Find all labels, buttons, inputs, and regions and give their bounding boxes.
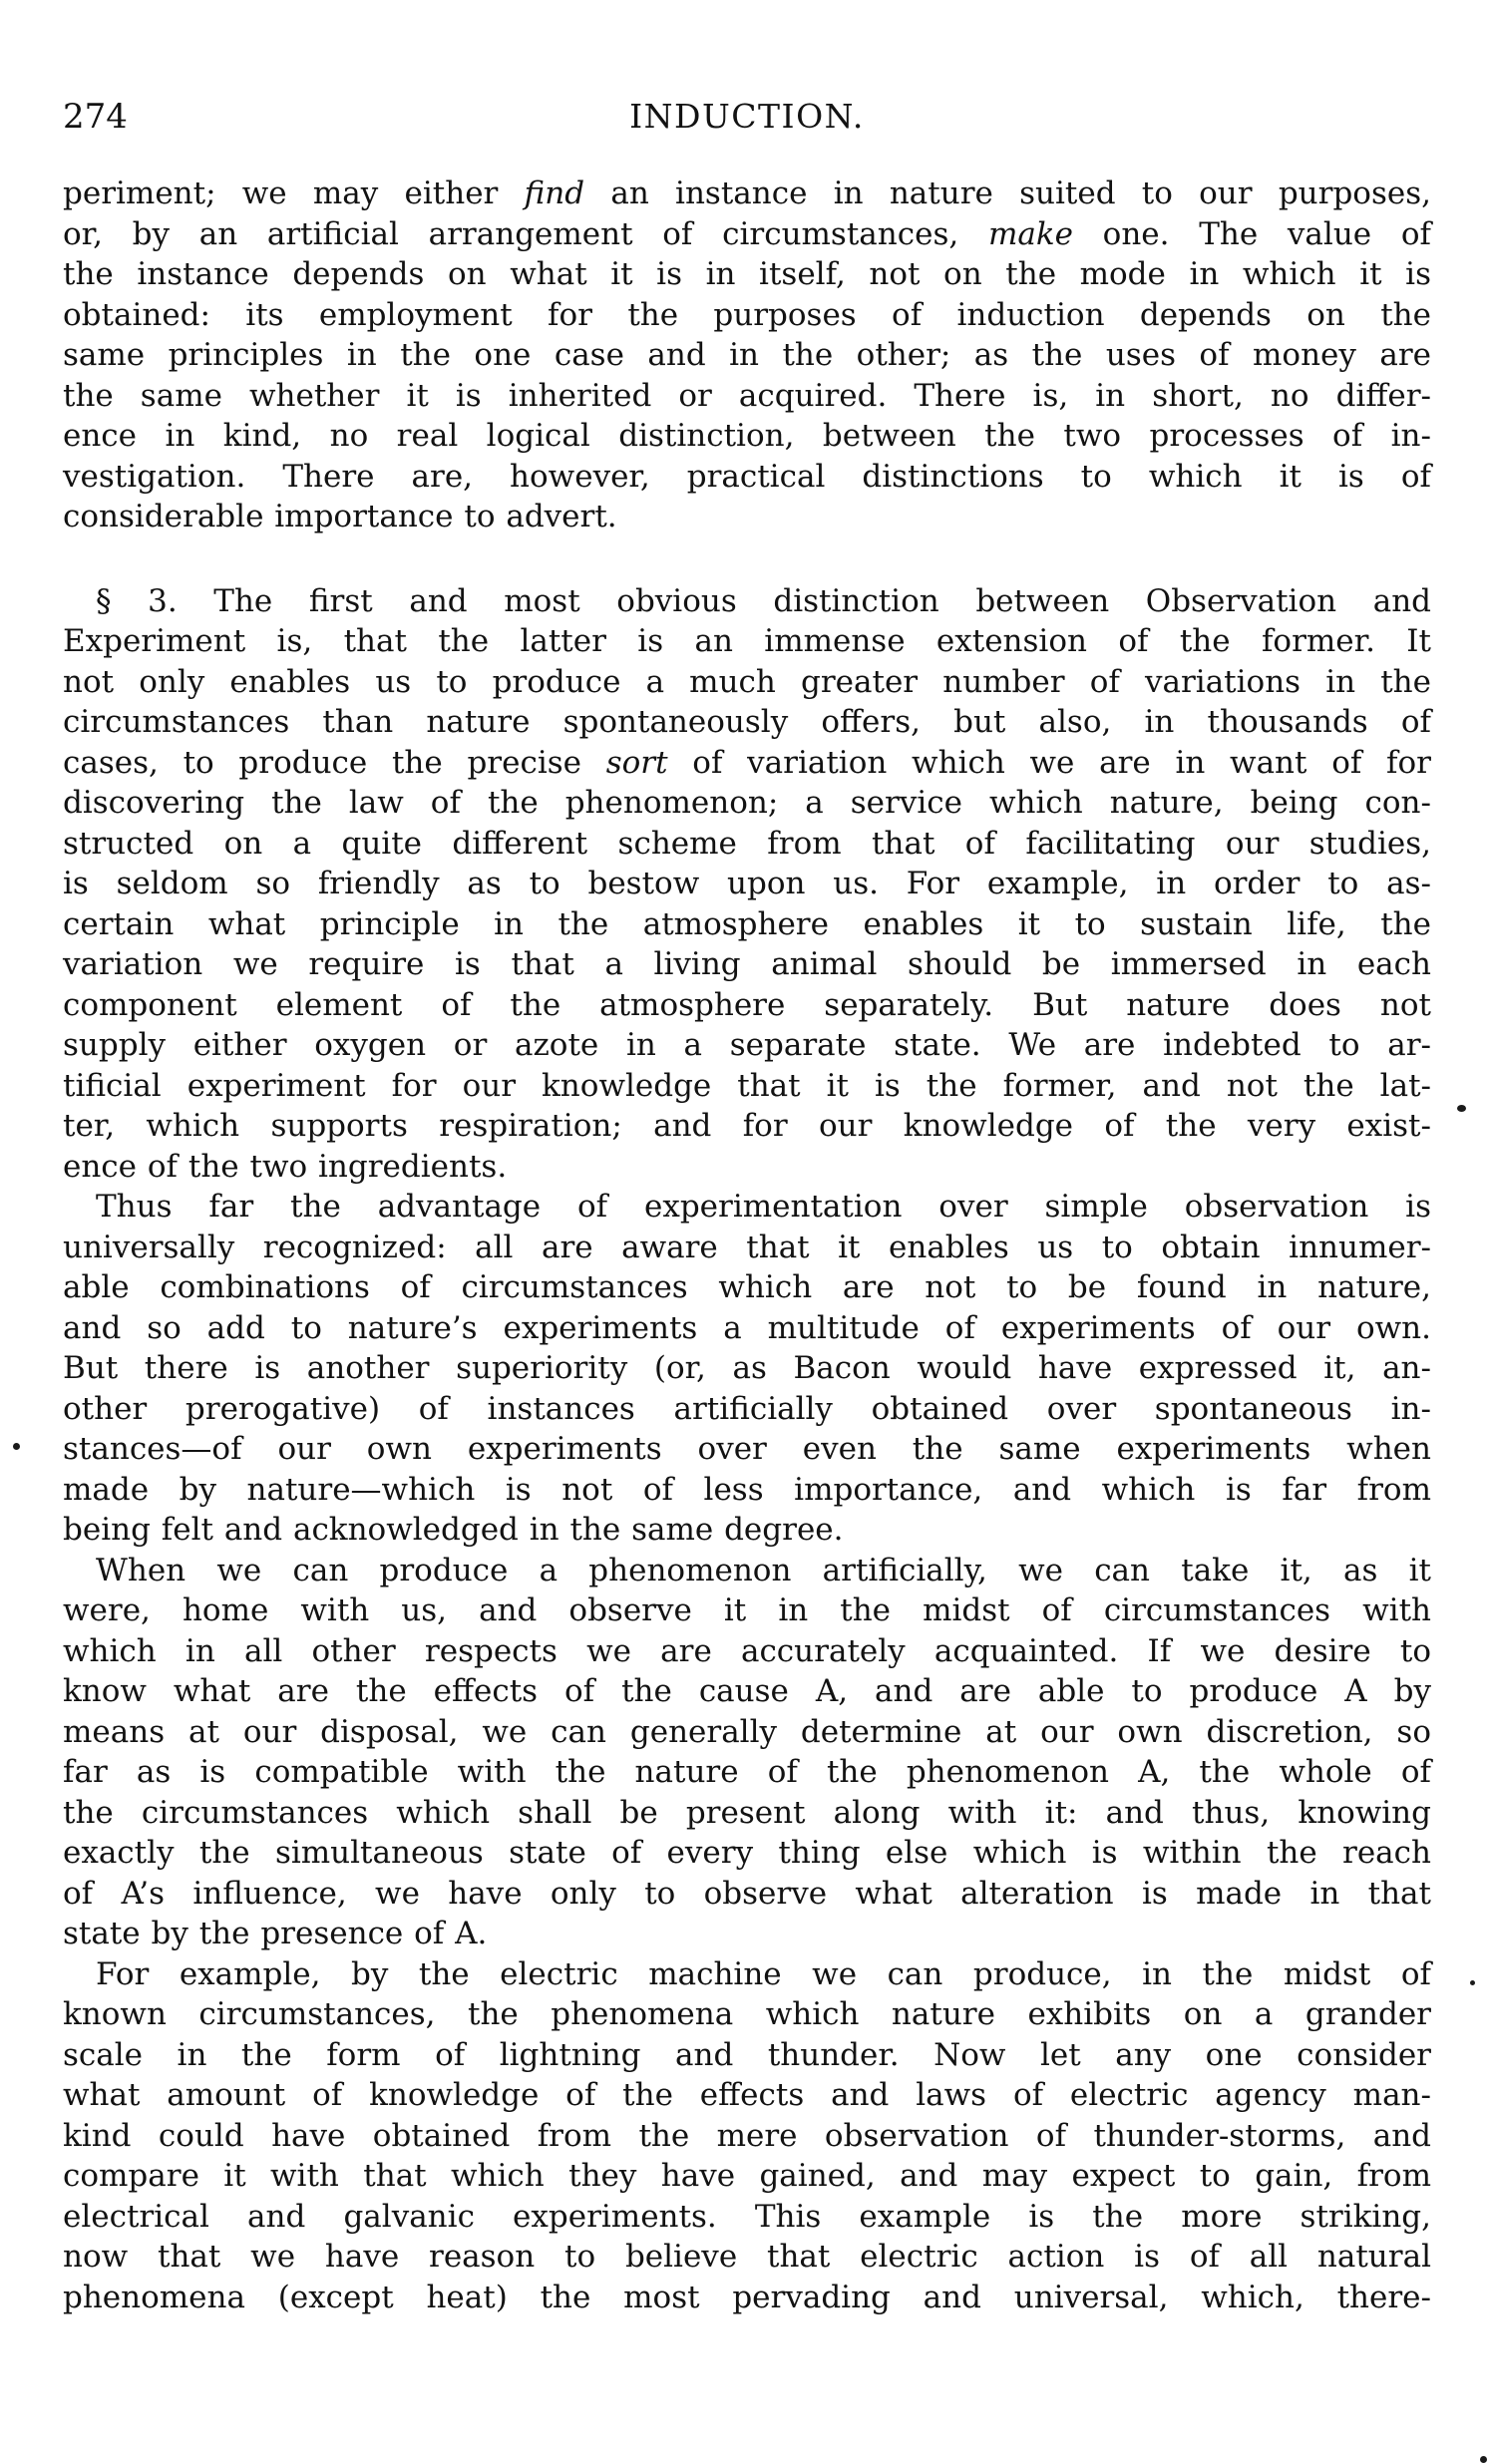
text-line <box>63 1066 1431 1107</box>
text-segment: component element of the atmosphere separately. But nature does not <box>63 986 1431 1023</box>
text-segment: far as is compatible with the nature of the phenomenon A, the whole of <box>63 1754 1431 1790</box>
text-segment: same principles in the one case and in the other; as the uses of money are <box>63 337 1431 373</box>
text-line <box>63 1914 1431 1954</box>
text-segment: variation we require is that a living animal should be immersed in each <box>63 946 1431 982</box>
text-line <box>63 2156 1431 2197</box>
text-segment: ter, which supports respiration; and for our knowledge of the very exist- <box>63 1108 1431 1144</box>
text-line <box>63 904 1431 945</box>
text-line <box>63 1025 1431 1066</box>
paragraph <box>63 1551 1431 1954</box>
text-segment: universally recognized: all are aware that it enables us to obtain innumer- <box>63 1229 1431 1265</box>
scan-artifact <box>1470 1980 1475 1985</box>
text-line <box>63 1551 1431 1591</box>
text-segment: were, home with us, and observe it in the midst of circumstances with <box>63 1592 1431 1628</box>
scan-artifact <box>13 1443 20 1450</box>
text-segment: supply either oxygen or azote in a separate state. We are indebted to ar- <box>63 1027 1431 1063</box>
text-line <box>63 1267 1431 1308</box>
text-line <box>63 1954 1431 1995</box>
scan-artifact <box>1480 2456 1487 2463</box>
text-segment: exactly the simultaneous state of every thing else which is within the reach <box>63 1835 1431 1871</box>
text-segment: structed on a quite different scheme from that of facilitating our studies, <box>63 825 1431 862</box>
text-segment: ence in kind, no real logical distinction, between the two processes of in- <box>63 418 1431 454</box>
text-segment: not only enables us to produce a much greater number of variations in the <box>63 663 1431 700</box>
text-segment: obtained: its employment for the purposes of induction depends on the <box>63 296 1431 333</box>
text-line <box>63 2278 1431 2318</box>
text-segment: § 3. The first and most obvious distinction between Observation and <box>96 582 1431 619</box>
text-line <box>63 376 1431 417</box>
text-segment: compare it with that which they have gained, and may expect to gain, from <box>63 2158 1431 2194</box>
text-segment: cases, to produce the precise <box>63 744 606 781</box>
text-segment: now that we have reason to believe that electric action is of all natural <box>63 2239 1431 2275</box>
text-segment: discovering the law of the phenomenon; a service which nature, being con- <box>63 785 1431 821</box>
text-segment: the same whether it is inherited or acquired. There is, in short, no differ- <box>63 377 1431 414</box>
text-line <box>63 1389 1431 1430</box>
text-segment: scale in the form of lightning and thunder. Now let any one consider <box>63 2036 1431 2073</box>
text-segment: tificial experiment for our knowledge that it is the former, and not the lat- <box>63 1067 1431 1104</box>
text-segment: the instance depends on what it is in itself, not on the mode in which it is <box>63 256 1431 292</box>
text-line <box>63 1308 1431 1349</box>
text-line <box>63 254 1431 295</box>
text-segment: considerable importance to advert. <box>63 499 617 534</box>
text-line <box>63 457 1431 498</box>
text-segment: an instance in nature suited to our purposes, <box>584 176 1431 211</box>
text-line <box>63 2197 1431 2238</box>
text-segment: circumstances than nature spontaneously offers, but also, in thousands of <box>63 704 1431 740</box>
text-segment: the circumstances which shall be present along with it: and thus, knowing <box>63 1794 1431 1831</box>
text-segment: certain what principle in the atmosphere enables it to sustain life, the <box>63 905 1431 942</box>
text-segment: Experiment is, that the latter is an immense extension of the former. It <box>63 623 1431 659</box>
text-line <box>63 335 1431 376</box>
text-segment: When we can produce a phenomenon artificially, we can take it, as it <box>96 1552 1431 1588</box>
text-segment: of A’s influence, we have only to observe what alteration is made in that <box>63 1875 1431 1912</box>
text-segment: being felt and acknowledged in the same degree. <box>63 1512 844 1548</box>
text-segment: made by nature—which is not of less importance, and which is far from <box>63 1471 1431 1508</box>
text-segment: Thus far the advantage of experimentation over simple observation is <box>96 1189 1431 1225</box>
text-segment: state by the presence of A. <box>63 1916 488 1951</box>
paragraph <box>63 174 1431 537</box>
text-segment: means at our disposal, we can generally determine at our own discretion, so <box>63 1713 1431 1750</box>
text-line <box>63 581 1431 622</box>
text-segment: or, by an artificial arrangement of circumstances, <box>63 215 988 252</box>
text-line <box>63 1833 1431 1874</box>
page-header <box>63 98 1431 136</box>
paragraph <box>63 1954 1431 2318</box>
paragraph <box>63 1187 1431 1551</box>
text-segment: and so add to nature’s experiments a multitude of experiments of our own. <box>63 1309 1431 1346</box>
text-segment: know what are the effects of the cause A, and are able to produce A by <box>63 1673 1431 1709</box>
text-line <box>63 497 1431 537</box>
text-line <box>63 1348 1431 1389</box>
text-line <box>63 416 1431 457</box>
text-segment: ence of the two ingredients. <box>63 1148 508 1185</box>
text-line <box>63 1470 1431 1511</box>
text-line <box>63 295 1431 336</box>
text-line <box>63 1631 1431 1672</box>
text-line <box>63 944 1431 985</box>
text-segment: is seldom so friendly as to bestow upon us. For example, in order to as- <box>63 866 1431 901</box>
text-line <box>63 214 1431 255</box>
text-line <box>63 783 1431 824</box>
text-segment: other prerogative) of instances artificially obtained over spontaneous in- <box>63 1390 1431 1427</box>
text-segment: known circumstances, the phenomena which nature exhibits on a grander <box>63 1996 1431 2032</box>
text-line <box>63 1671 1431 1712</box>
text-segment: which in all other respects we are accurately acquainted. If we desire to <box>63 1632 1431 1669</box>
text-line <box>63 864 1431 904</box>
text-line <box>63 1874 1431 1915</box>
text-line <box>63 1793 1431 1834</box>
text-line <box>63 1187 1431 1228</box>
paragraph <box>63 581 1431 1188</box>
text-line <box>63 1712 1431 1753</box>
text-line <box>63 2116 1431 2157</box>
text-segment: stances—of our own experiments over even the same experiments when <box>63 1431 1431 1467</box>
text-segment: electrical and galvanic experiments. This example is the more striking, <box>63 2198 1431 2235</box>
text-line <box>63 1147 1431 1188</box>
italic-text: make <box>987 215 1073 252</box>
text-segment: what amount of knowledge of the effects and laws of electric agency man- <box>63 2077 1431 2113</box>
text-segment: able combinations of circumstances which are not to be found in nature, <box>63 1269 1431 1305</box>
text-segment: one. The value of <box>1072 215 1431 252</box>
text-segment: kind could have obtained from the mere observation of thunder-storms, and <box>63 2117 1431 2154</box>
text-line <box>63 2237 1431 2278</box>
text-segment: phenomena (except heat) the most pervading and universal, which, there- <box>63 2279 1431 2315</box>
text-line <box>63 702 1431 743</box>
text-line <box>63 1510 1431 1551</box>
italic-text: sort <box>605 744 668 781</box>
text-line <box>63 662 1431 703</box>
italic-text: find <box>524 176 585 211</box>
text-line <box>63 824 1431 865</box>
text-line <box>63 2075 1431 2116</box>
text-segment: For example, by the electric machine we can produce, in the midst of <box>96 1955 1431 1992</box>
text-line <box>63 1752 1431 1793</box>
text-segment: But there is another superiority (or, as Bacon would have expressed it, an- <box>63 1350 1431 1386</box>
text-line <box>63 1590 1431 1631</box>
text-segment: vestigation. There are, however, practical distinctions to which it is of <box>63 458 1431 495</box>
text-line <box>63 1106 1431 1147</box>
text-line <box>63 1994 1431 2035</box>
text-line <box>63 1228 1431 1268</box>
text-segment: periment; we may either <box>63 176 525 211</box>
running-head: INDUCTION. <box>629 97 865 136</box>
text-line <box>63 2035 1431 2076</box>
page-number: 274 <box>63 97 128 137</box>
text-line <box>63 1429 1431 1470</box>
text-line <box>63 621 1431 662</box>
text-line <box>63 174 1431 214</box>
scan-artifact <box>1457 1105 1466 1112</box>
text-line <box>63 985 1431 1026</box>
text-segment: of variation which we are in want of for <box>667 744 1432 781</box>
page-body <box>63 174 1431 2317</box>
text-line <box>63 743 1431 784</box>
